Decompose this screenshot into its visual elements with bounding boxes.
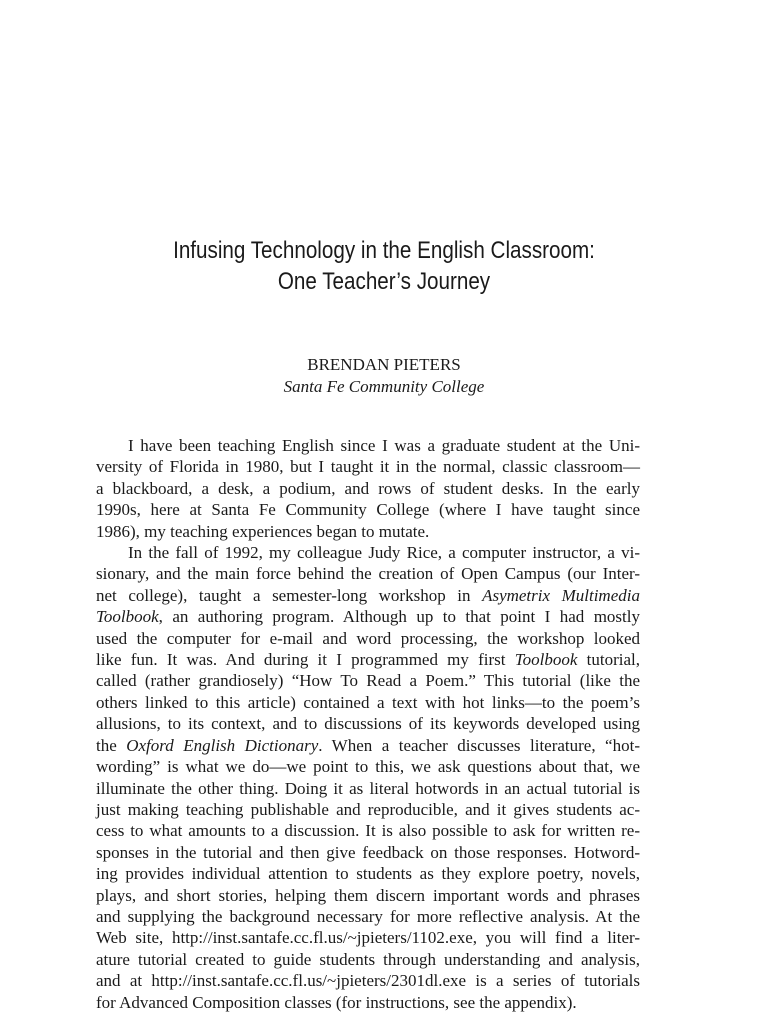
text-segment: like fun. It was. And during it I programmed my first (96, 650, 515, 670)
text-segment: and at http://inst.santafe.cc.fl.us/~jpieters/2301dl.exe is a series of tutorials (96, 971, 640, 991)
text-line (96, 949, 640, 970)
author-name: BRENDAN PIETERS (307, 355, 461, 374)
article-body (96, 435, 640, 1013)
text-line (96, 563, 640, 584)
text-segment: ature tutorial created to guide students through understanding and analysis, (96, 949, 640, 969)
text-segment: wording” is what we do—we point to this, we ask questions about that, we (96, 757, 640, 777)
text-segment: plays, and short stories, helping them discern important words and phrases (96, 885, 640, 905)
text-segment: cess to what amounts to a discussion. It is also possible to ask for written re- (96, 821, 640, 841)
text-line (96, 735, 640, 756)
text-line (96, 927, 640, 948)
text-segment: Web site, http://inst.santafe.cc.fl.us/~jpieters/1102.exe, you will find a liter- (96, 928, 640, 948)
text-segment: . When a teacher discusses literature, “hot- (318, 735, 640, 755)
italic-text: Asymetrix Multimedia (482, 585, 640, 605)
text-segment: tutorial, (577, 650, 640, 670)
text-segment: sponses in the tutorial and then give feedback on those responses. Hotword- (96, 842, 640, 862)
text-segment: allusions, to its context, and to discussions of its keywords developed using (96, 714, 640, 734)
text-line (96, 628, 640, 649)
italic-text: Toolbook (96, 607, 159, 627)
text-segment: called (rather grandiosely) “How To Read a Poem.” This tutorial (like the (96, 671, 640, 691)
text-line (96, 713, 640, 734)
text-line (96, 606, 640, 627)
text-segment: 1986), my teaching experiences began to mutate. (96, 521, 430, 541)
text-segment: used the computer for e-mail and word processing, the workshop looked (96, 628, 640, 648)
text-segment: a blackboard, a desk, a podium, and rows of student desks. In the early (96, 478, 640, 498)
text-line (96, 885, 640, 906)
text-line (96, 692, 640, 713)
text-segment: , an authoring program. Although up to that point I had mostly (158, 607, 640, 627)
text-segment: versity of Florida in 1980, but I taught it in the normal, classic classroom— (96, 457, 640, 477)
article-title-line-2: One Teacher’s Journey (277, 268, 491, 295)
text-line (96, 456, 640, 477)
author-affiliation: Santa Fe Community College (283, 377, 485, 396)
text-line (96, 649, 640, 670)
text-segment: for Advanced Composition classes (for instructions, see the appendix). (96, 992, 577, 1012)
text-line (96, 521, 640, 542)
text-line (96, 542, 640, 563)
text-segment: just making teaching publishable and reproducible, and it gives students ac- (96, 799, 640, 819)
italic-text: Oxford English Dictionary (126, 735, 319, 755)
text-line (96, 478, 640, 499)
italic-text: Toolbook (514, 650, 578, 670)
text-line (96, 820, 640, 841)
text-line (96, 585, 640, 606)
text-segment: net college), taught a semester-long workshop in (96, 585, 483, 605)
paragraph (96, 542, 640, 1013)
text-segment: I have been teaching English since I was a graduate student at the Uni- (128, 436, 640, 455)
text-line (96, 756, 640, 777)
text-line (96, 863, 640, 884)
text-segment: 1990s, here at Santa Fe Community College (where I have taught since (96, 500, 640, 520)
article-title-line-1: Infusing Technology in the English Classroom: (173, 237, 595, 264)
text-segment: others linked to this article) contained a text with hot links—to the poem’s (96, 692, 640, 712)
text-line (96, 778, 640, 799)
text-line (96, 435, 640, 456)
text-line (96, 799, 640, 820)
text-line (96, 992, 640, 1013)
text-line (96, 970, 640, 991)
text-line (96, 670, 640, 691)
text-segment: and supplying the background necessary for more reflective analysis. At the (96, 906, 640, 926)
text-line (96, 499, 640, 520)
text-segment: illuminate the other thing. Doing it as literal hotwords in an actual tutorial is (96, 778, 640, 798)
text-segment: ing provides individual attention to students as they explore poetry, novels, (96, 864, 640, 884)
text-segment: sionary, and the main force behind the creation of Open Campus (our Inter- (96, 564, 640, 584)
text-segment: In the fall of 1992, my colleague Judy Rice, a computer instructor, a vi- (128, 543, 640, 563)
paragraph (96, 435, 640, 542)
text-line (96, 906, 640, 927)
text-segment: the (96, 735, 127, 755)
text-line (96, 842, 640, 863)
